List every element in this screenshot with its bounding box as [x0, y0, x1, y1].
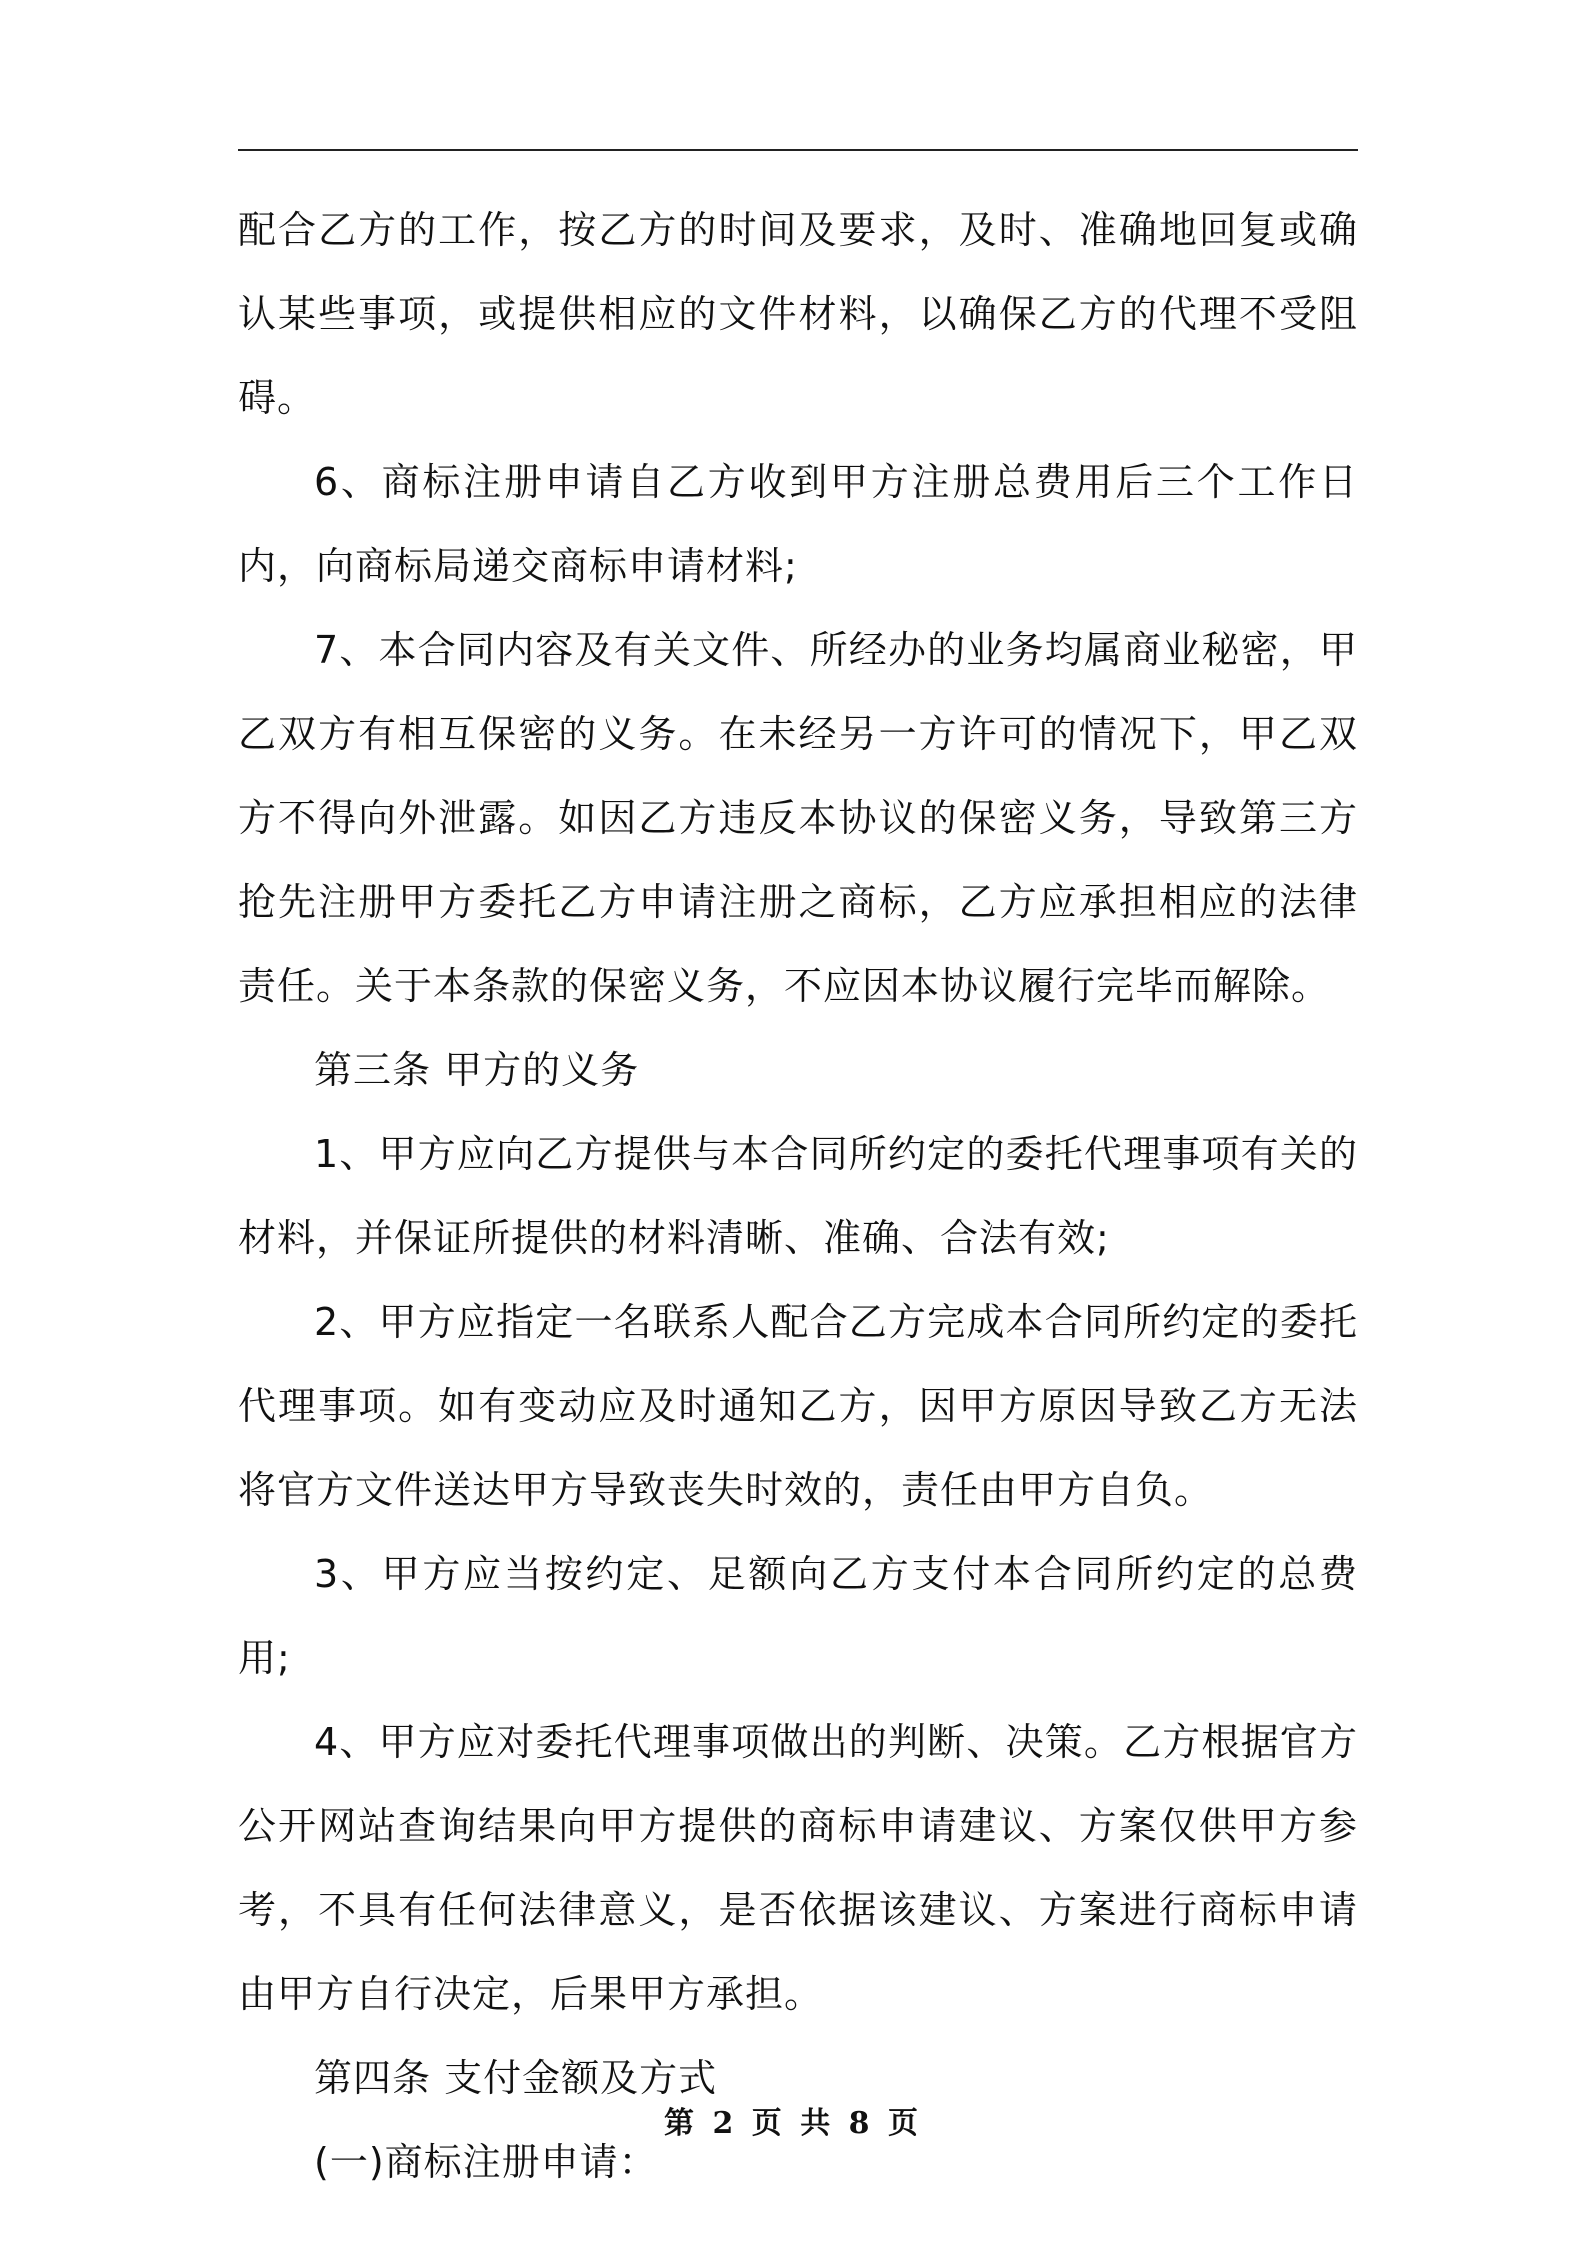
paragraph-continuation: 配合乙方的工作，按乙方的时间及要求，及时、准确地回复或确认某些事项，或提供相应的文件材料，以确保乙方的代理不受阻碍。: [238, 208, 1358, 420]
document-body: [238, 188, 1358, 2204]
article-3-item-2: 2、甲方应指定一名联系人配合乙方完成本合同所约定的委托代理事项。如有变动应及时通知乙方，因甲方原因导致乙方无法将官方文件送达甲方导致丧失时效的，责任由甲方自负。: [238, 1300, 1358, 1512]
article-3-item-1: 1、甲方应向乙方提供与本合同所约定的委托代理事项有关的材料，并保证所提供的材料清晰、准确、合法有效;: [238, 1132, 1358, 1260]
clause-6-paragraph: 6、商标注册申请自乙方收到甲方注册总费用后三个工作日内，向商标局递交商标申请材料;: [238, 460, 1358, 588]
clause-7-paragraph: 7、本合同内容及有关文件、所经办的业务均属商业秘密，甲乙双方有相互保密的义务。在未经另一方许可的情况下，甲乙双方不得向外泄露。如因乙方违反本协议的保密义务，导致第三方抢先注册甲方委托乙方申请注册之商标，乙方应承担相应的法律责任。关于本条款的保密义务，不应因本协议履行完毕而解除。: [238, 628, 1358, 1008]
article-3-item-4: 4、甲方应对委托代理事项做出的判断、决策。乙方根据官方公开网站查询结果向甲方提供的商标申请建议、方案仅供甲方参考，不具有任何法律意义，是否依据该建议、方案进行商标申请由甲方自行决定，后果甲方承担。: [238, 1720, 1358, 2016]
article-4-subheading-1: (一)商标注册申请：: [314, 2140, 658, 2184]
article-3-heading: 第三条 甲方的义务: [314, 1048, 640, 1092]
page-number-footer: 第 2 页 共 8 页: [664, 2106, 922, 2141]
article-3-item-3: 3、甲方应当按约定、足额向乙方支付本合同所约定的总费用;: [238, 1552, 1358, 1680]
header-rule: [238, 149, 1358, 151]
article-4-heading: 第四条 支付金额及方式: [314, 2056, 718, 2100]
